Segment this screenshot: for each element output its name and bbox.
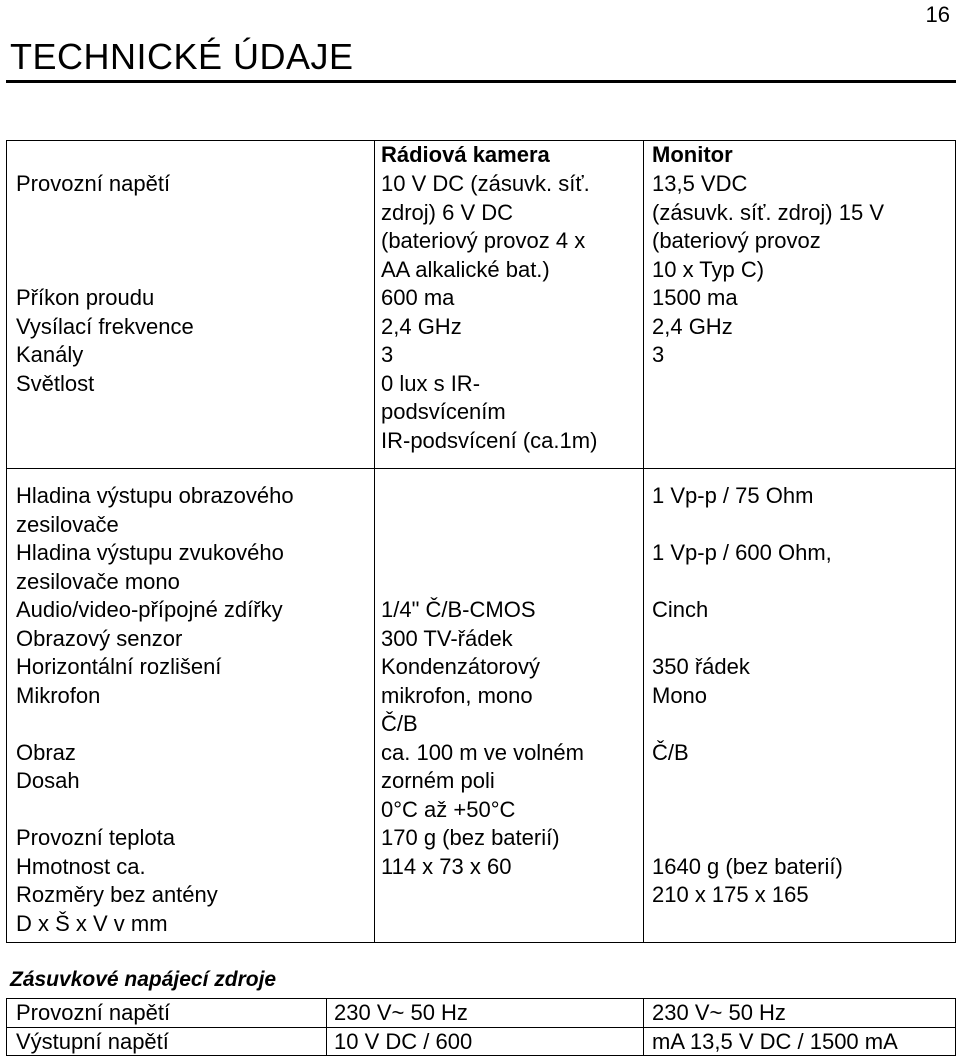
- specification-table: [6, 140, 956, 943]
- psu-row-monitor: 230 V~ 50 Hz: [652, 1000, 786, 1025]
- page-title: TECHNICKÉ ÚDAJE: [10, 36, 354, 77]
- psu-row-label: Provozní napětí: [16, 1000, 171, 1025]
- psu-row-camera: 230 V~ 50 Hz: [334, 1000, 468, 1025]
- power-supply-title: Zásuvkové napájecí zdroje: [10, 968, 277, 991]
- block1-labels: Provozní napětí Příkon proudu Vysílací frekvence Kanály Světlost: [16, 171, 194, 396]
- header-monitor: Monitor: [652, 142, 733, 167]
- page-number: 16: [925, 2, 950, 27]
- header-camera: Rádiová kamera: [381, 142, 550, 167]
- block2-labels: Hladina výstupu obrazového zesilovače Hladina výstupu zvukového zesilovače mono Audio/video-přípojné zdířky Obrazový senzor Horizontální rozlišení Mikrofon Obraz Dosah Provozní teplota Hmotnost ca. Rozměry bez antény D x Š x V v mm: [16, 483, 294, 936]
- title-rule: [6, 80, 956, 83]
- psu-row-camera: 10 V DC / 600: [334, 1029, 473, 1054]
- block2-monitor-values: 1 Vp-p / 75 Ohm 1 Vp-p / 600 Ohm, Cinch 350 řádek Mono Č/B 1640 g (bez baterií) 210 x 175 x 165: [652, 483, 843, 907]
- block1-camera-values: 10 V DC (zásuvk. síť. zdroj) 6 V DC (bateriový provoz 4 x AA alkalické bat.) 600 ma 2,4 GHz 3 0 lux s IR- podsvícením IR-podsvícení (ca.1m): [381, 171, 598, 453]
- column-divider: [374, 141, 375, 942]
- psu-row-label: Výstupní napětí: [16, 1029, 169, 1054]
- psu-row-monitor: mA 13,5 V DC / 1500 mA: [652, 1029, 898, 1054]
- block2-camera-values: 1/4" Č/B-CMOS 300 TV-řádek Kondenzátorový mikrofon, mono Č/B ca. 100 m ve volném zorném poli 0°C až +50°C 170 g (bez baterií) 114 x 73 x 60: [381, 597, 584, 879]
- power-supply-table: [6, 998, 956, 1056]
- row-divider: [7, 468, 955, 469]
- column-divider: [643, 141, 644, 942]
- block1-monitor-values: 13,5 VDC (zásuvk. síť. zdroj) 15 V (bateriový provoz 10 x Typ C) 1500 ma 2,4 GHz 3: [652, 171, 884, 367]
